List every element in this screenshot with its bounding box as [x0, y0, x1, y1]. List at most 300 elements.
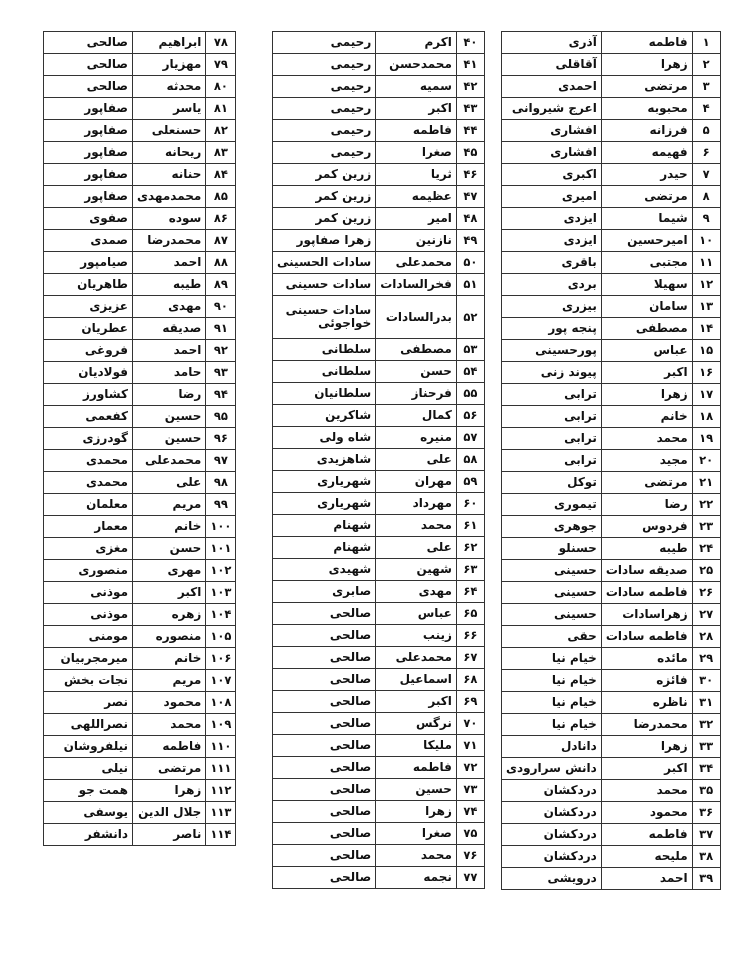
first-name: محمدعلی [133, 450, 206, 472]
row-number: ۱۱۳ [206, 802, 236, 824]
first-name: زهرا [601, 54, 692, 76]
last-name: آقاقلی [502, 54, 602, 76]
last-name: حسینی [502, 582, 602, 604]
row-number: ۲۷ [692, 604, 720, 626]
last-name: صالحی [273, 779, 376, 801]
last-name: خیام نیا [502, 648, 602, 670]
first-name: عباس [601, 340, 692, 362]
last-name: افشاری [502, 120, 602, 142]
first-name: حسین [133, 428, 206, 450]
row-number: ۱ [692, 32, 720, 54]
last-name: ترابی [502, 406, 602, 428]
first-name: طیبه [133, 274, 206, 296]
last-name: شهنام [273, 515, 376, 537]
table-row [502, 538, 721, 560]
last-name: خیام نیا [502, 714, 602, 736]
row-number: ۱۰۱ [206, 538, 236, 560]
row-number: ۱۰۳ [206, 582, 236, 604]
first-name: فاطمه [601, 32, 692, 54]
table-row [273, 98, 485, 120]
row-number: ۱۲ [692, 274, 720, 296]
table-row [502, 450, 721, 472]
row-number: ۱۱۰ [206, 736, 236, 758]
first-name: عظیمه [376, 186, 457, 208]
first-name: منصوره [133, 626, 206, 648]
table-row [502, 780, 721, 802]
table-row [44, 384, 236, 406]
first-name: مریم [133, 494, 206, 516]
table-row [44, 252, 236, 274]
table-row [502, 230, 721, 252]
last-name: صالحی [273, 691, 376, 713]
last-name: رحیمی [273, 98, 376, 120]
last-name: رحیمی [273, 76, 376, 98]
table-row [273, 186, 485, 208]
row-number: ۸۱ [206, 98, 236, 120]
last-name: پیوند زنی [502, 362, 602, 384]
last-name: موذنی [44, 604, 133, 626]
first-name: رضا [601, 494, 692, 516]
first-name: زهرا [601, 736, 692, 758]
table-row [502, 98, 721, 120]
first-name: نازنین [376, 230, 457, 252]
first-name: محمد [601, 428, 692, 450]
row-number: ۸۵ [206, 186, 236, 208]
last-name: فروغی [44, 340, 133, 362]
table-row [44, 340, 236, 362]
first-name: محمدرضا [133, 230, 206, 252]
last-name: حسینی [502, 560, 602, 582]
table-row [273, 339, 485, 361]
row-number: ۶۷ [456, 647, 484, 669]
table-row [273, 669, 485, 691]
table-row [273, 823, 485, 845]
last-name: زهرا صفاپور [273, 230, 376, 252]
row-number: ۷۵ [456, 823, 484, 845]
row-number: ۵۸ [456, 449, 484, 471]
first-name: محمود [601, 802, 692, 824]
row-number: ۹۶ [206, 428, 236, 450]
row-number: ۴ [692, 98, 720, 120]
row-number: ۹۰ [206, 296, 236, 318]
table-row [273, 867, 485, 889]
table-row [502, 362, 721, 384]
table-row [502, 340, 721, 362]
last-name: یوسفی [44, 802, 133, 824]
first-name: فخرالسادات [376, 274, 457, 296]
row-number: ۱۸ [692, 406, 720, 428]
last-name: نصر [44, 692, 133, 714]
first-name: مرتضی [601, 186, 692, 208]
table-row [273, 164, 485, 186]
last-name: صالحی [44, 76, 133, 98]
row-number: ۸۹ [206, 274, 236, 296]
first-name: محمود [133, 692, 206, 714]
row-number: ۱۰۷ [206, 670, 236, 692]
table-row [273, 691, 485, 713]
last-name: صالحی [273, 801, 376, 823]
last-name: شاه ولی [273, 427, 376, 449]
row-number: ۲ [692, 54, 720, 76]
last-name: صالحی [273, 867, 376, 889]
row-number: ۳۴ [692, 758, 720, 780]
last-name: توکل [502, 472, 602, 494]
last-name: بردی [502, 274, 602, 296]
first-name: فرحناز [376, 383, 457, 405]
table-row [44, 362, 236, 384]
first-name: حیدر [601, 164, 692, 186]
first-name: سمیه [376, 76, 457, 98]
last-name: دانش سرارودی [502, 758, 602, 780]
table-row [273, 603, 485, 625]
row-number: ۱۰۶ [206, 648, 236, 670]
table-row [502, 120, 721, 142]
last-name: طاهریان [44, 274, 133, 296]
row-number: ۴۲ [456, 76, 484, 98]
row-number: ۷۹ [206, 54, 236, 76]
row-number: ۴۷ [456, 186, 484, 208]
last-name: مغزی [44, 538, 133, 560]
row-number: ۴۳ [456, 98, 484, 120]
first-name: مرتضی [133, 758, 206, 780]
first-name: اکبر [601, 362, 692, 384]
first-name: سهیلا [601, 274, 692, 296]
table-row [44, 164, 236, 186]
row-number: ۶۲ [456, 537, 484, 559]
last-name: محمدی [44, 450, 133, 472]
last-name: زرین کمر [273, 186, 376, 208]
last-name: شاکرین [273, 405, 376, 427]
first-name: کمال [376, 405, 457, 427]
row-number: ۶۰ [456, 493, 484, 515]
table-row [502, 406, 721, 428]
row-number: ۹۴ [206, 384, 236, 406]
table-row [44, 758, 236, 780]
table-row [273, 361, 485, 383]
row-number: ۳۸ [692, 846, 720, 868]
first-name: حسین [133, 406, 206, 428]
row-number: ۳۵ [692, 780, 720, 802]
table-row [502, 296, 721, 318]
table-row [273, 405, 485, 427]
table-row [502, 648, 721, 670]
table-row [44, 186, 236, 208]
first-name: علی [376, 537, 457, 559]
first-name: حسن [133, 538, 206, 560]
row-number: ۹۲ [206, 340, 236, 362]
row-number: ۷۸ [206, 32, 236, 54]
last-name: ایزدی [502, 208, 602, 230]
table-row [502, 670, 721, 692]
row-number: ۲۱ [692, 472, 720, 494]
row-number: ۵۷ [456, 427, 484, 449]
first-name: ملیکا [376, 735, 457, 757]
table-row [502, 54, 721, 76]
row-number: ۷۶ [456, 845, 484, 867]
table-row [44, 98, 236, 120]
table-row [502, 758, 721, 780]
table-row [502, 516, 721, 538]
table-row [502, 846, 721, 868]
last-name: دانشفر [44, 824, 133, 846]
row-number: ۱۱ [692, 252, 720, 274]
last-name: افشاری [502, 142, 602, 164]
row-number: ۲۹ [692, 648, 720, 670]
first-name: محمد [133, 714, 206, 736]
table-row [502, 714, 721, 736]
last-name: شهریاری [273, 493, 376, 515]
first-name: احمد [601, 868, 692, 890]
row-number: ۲۵ [692, 560, 720, 582]
table-row [44, 626, 236, 648]
last-name: صالحی [273, 713, 376, 735]
row-number: ۴۴ [456, 120, 484, 142]
table-row [502, 428, 721, 450]
last-name: کفعمی [44, 406, 133, 428]
row-number: ۵۱ [456, 274, 484, 296]
table-row [44, 296, 236, 318]
table-row [502, 142, 721, 164]
table-row [44, 450, 236, 472]
first-name: بدرالسادات [376, 296, 457, 339]
last-name: نجات بخش [44, 670, 133, 692]
first-name: اکبر [376, 98, 457, 120]
row-number: ۷۳ [456, 779, 484, 801]
table-row [502, 868, 721, 890]
row-number: ۳۲ [692, 714, 720, 736]
first-name: محمد [376, 515, 457, 537]
first-name: فاطمه [133, 736, 206, 758]
first-name: محمد [601, 780, 692, 802]
row-number: ۱۰۰ [206, 516, 236, 538]
last-name: امیری [502, 186, 602, 208]
row-number: ۲۳ [692, 516, 720, 538]
row-number: ۹۸ [206, 472, 236, 494]
first-name: حسنعلی [133, 120, 206, 142]
table-row [273, 647, 485, 669]
table-row [44, 76, 236, 98]
last-name: صالحی [44, 54, 133, 76]
first-name: صدیقه [133, 318, 206, 340]
last-name: باقری [502, 252, 602, 274]
first-name: سوده [133, 208, 206, 230]
first-name: مصطفی [601, 318, 692, 340]
last-name: صالحی [273, 669, 376, 691]
row-number: ۶۱ [456, 515, 484, 537]
first-name: عباس [376, 603, 457, 625]
first-name: ثریا [376, 164, 457, 186]
table-row [502, 494, 721, 516]
first-name: مریم [133, 670, 206, 692]
first-name: محمدرضا [601, 714, 692, 736]
first-name: صدیقه سادات [601, 560, 692, 582]
table-row [273, 142, 485, 164]
first-name: مهدی [376, 581, 457, 603]
table-row [502, 472, 721, 494]
first-name: اکبر [601, 758, 692, 780]
first-name: جلال الدین [133, 802, 206, 824]
first-name: ناظره [601, 692, 692, 714]
row-number: ۴۵ [456, 142, 484, 164]
row-number: ۲۰ [692, 450, 720, 472]
table-row [273, 779, 485, 801]
first-name: زهره [133, 604, 206, 626]
table-row [502, 824, 721, 846]
first-name: امیرحسین [601, 230, 692, 252]
first-name: شهین [376, 559, 457, 581]
last-name: تیموری [502, 494, 602, 516]
last-name: صیامپور [44, 252, 133, 274]
last-name: دردکشان [502, 780, 602, 802]
table-row [273, 581, 485, 603]
first-name: محمد [376, 845, 457, 867]
row-number: ۱۱۲ [206, 780, 236, 802]
last-name: صالحی [273, 845, 376, 867]
table-row [502, 208, 721, 230]
table-row [273, 493, 485, 515]
row-number: ۱۰ [692, 230, 720, 252]
first-name: فائزه [601, 670, 692, 692]
first-name: فاطمه [376, 120, 457, 142]
first-name: نرگس [376, 713, 457, 735]
last-name: سلطانی [273, 339, 376, 361]
row-number: ۸۳ [206, 142, 236, 164]
first-name: زهراسادات [601, 604, 692, 626]
first-name: شیما [601, 208, 692, 230]
first-name: فرزانه [601, 120, 692, 142]
table-row [502, 604, 721, 626]
table-row [502, 626, 721, 648]
last-name: نیلی [44, 758, 133, 780]
row-number: ۲۸ [692, 626, 720, 648]
last-name: معمار [44, 516, 133, 538]
table-row [44, 208, 236, 230]
table-row [502, 318, 721, 340]
last-name: سادات حسینی [273, 274, 376, 296]
first-name: مجتبی [601, 252, 692, 274]
last-name: ترابی [502, 450, 602, 472]
table-row [502, 802, 721, 824]
last-name: شهنام [273, 537, 376, 559]
table-row [273, 845, 485, 867]
first-name: ناصر [133, 824, 206, 846]
last-name: جوهری [502, 516, 602, 538]
last-name: رحیمی [273, 54, 376, 76]
first-name: محمدمهدی [133, 186, 206, 208]
first-name: یاسر [133, 98, 206, 120]
table-row [273, 515, 485, 537]
last-name: محمدی [44, 472, 133, 494]
first-name: مائده [601, 648, 692, 670]
row-number: ۷۷ [456, 867, 484, 889]
first-name: نجمه [376, 867, 457, 889]
last-name: صابری [273, 581, 376, 603]
last-name: دانادل [502, 736, 602, 758]
row-number: ۴۱ [456, 54, 484, 76]
last-name: احمدی [502, 76, 602, 98]
first-name: خانم [601, 406, 692, 428]
first-name: محمدعلی [376, 252, 457, 274]
table-row [44, 54, 236, 76]
first-name: مصطفی [376, 339, 457, 361]
last-name: میرمجربیان [44, 648, 133, 670]
last-name: صالحی [273, 603, 376, 625]
table-row [44, 516, 236, 538]
first-name: علی [376, 449, 457, 471]
last-name: صالحی [44, 32, 133, 54]
first-name: فاطمه سادات [601, 582, 692, 604]
first-name: اکبر [133, 582, 206, 604]
last-name: صفوی [44, 208, 133, 230]
last-name: حسنلو [502, 538, 602, 560]
table-row [44, 670, 236, 692]
last-name: ایزدی [502, 230, 602, 252]
last-name: دردکشان [502, 824, 602, 846]
last-name: رحیمی [273, 32, 376, 54]
table-row [273, 230, 485, 252]
table-row [273, 735, 485, 757]
table-row [44, 780, 236, 802]
first-name: فهیمه [601, 142, 692, 164]
table-row [44, 406, 236, 428]
last-name: پنجه پور [502, 318, 602, 340]
table-row [273, 427, 485, 449]
name-table-3 [43, 31, 236, 846]
last-name: سادات حسینی خواجوئی [273, 296, 376, 339]
row-number: ۱۰۹ [206, 714, 236, 736]
table-row [273, 801, 485, 823]
row-number: ۶۳ [456, 559, 484, 581]
first-name: اکرم [376, 32, 457, 54]
row-number: ۶۴ [456, 581, 484, 603]
first-name: زینب [376, 625, 457, 647]
row-number: ۹۷ [206, 450, 236, 472]
first-name: مهدی [133, 296, 206, 318]
last-name: زرین کمر [273, 164, 376, 186]
table-row [44, 274, 236, 296]
row-number: ۱۳ [692, 296, 720, 318]
first-name: رضا [133, 384, 206, 406]
last-name: آذری [502, 32, 602, 54]
row-number: ۷۴ [456, 801, 484, 823]
table-row [502, 384, 721, 406]
table-row [273, 625, 485, 647]
table-row [44, 802, 236, 824]
last-name: عزیزی [44, 296, 133, 318]
first-name: حامد [133, 362, 206, 384]
last-name: عطریان [44, 318, 133, 340]
first-name: مهزیار [133, 54, 206, 76]
row-number: ۵۳ [456, 339, 484, 361]
row-number: ۱۵ [692, 340, 720, 362]
row-number: ۳ [692, 76, 720, 98]
table-row [273, 757, 485, 779]
table-row [44, 560, 236, 582]
last-name: سادات الحسینی [273, 252, 376, 274]
table-row [44, 582, 236, 604]
row-number: ۵ [692, 120, 720, 142]
table-row [44, 120, 236, 142]
row-number: ۴۶ [456, 164, 484, 186]
first-name: ابراهیم [133, 32, 206, 54]
table-row [44, 604, 236, 626]
table-row [44, 428, 236, 450]
row-number: ۵۶ [456, 405, 484, 427]
table-row [273, 76, 485, 98]
table-row [502, 76, 721, 98]
first-name: احمد [133, 252, 206, 274]
table-row [273, 471, 485, 493]
